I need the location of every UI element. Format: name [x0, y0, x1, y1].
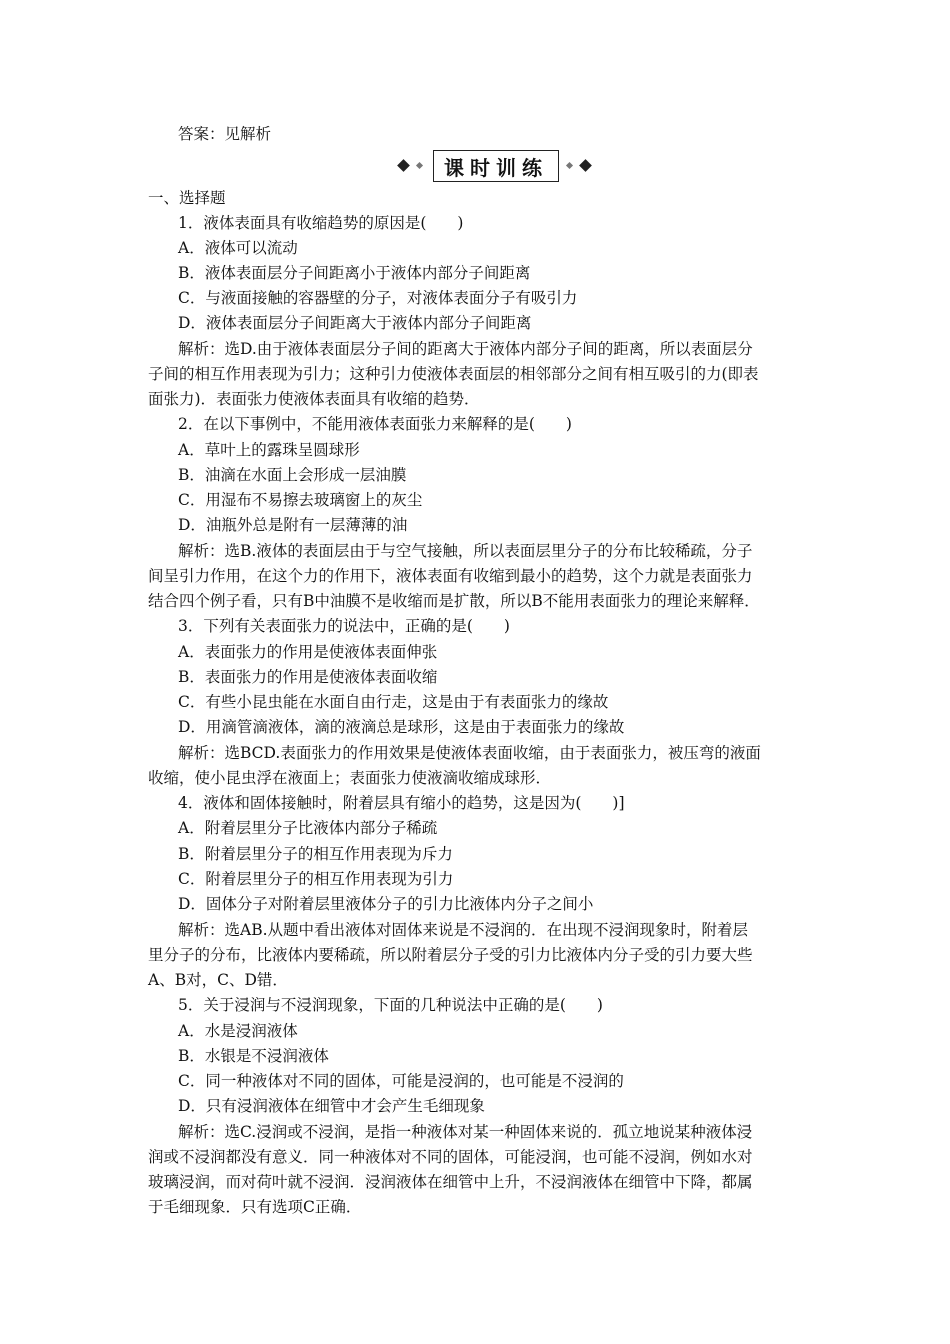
explanation-line: 解析：选B.液体的表面层由于与空气接触，所以表面层里分子的分布比较稀疏，分子 — [178, 542, 753, 560]
diamond-icon — [566, 162, 573, 169]
option-line: D．固体分子对附着层里液体分子的引力比液体内分子之间小 — [178, 895, 594, 913]
section-heading: 一、选择题 — [148, 189, 226, 207]
question-line: 4．液体和固体接触时，附着层具有缩小的趋势，这是因为( )] — [178, 794, 625, 812]
option-line: A．草叶上的露珠呈圆球形 — [178, 441, 360, 459]
option-line: C．同一种液体对不同的固体，可能是浸润的，也可能是不浸润的 — [178, 1072, 624, 1090]
option-line: A．表面张力的作用是使液体表面伸张 — [178, 643, 438, 661]
answer-line: 答案：见解析 — [178, 125, 272, 143]
explanation-line: 里分子的分布，比液体内要稀疏，所以附着层分子受的引力比液体内分子受的引力要大些 — [148, 946, 753, 964]
explanation-line: 于毛细现象．只有选项C正确． — [148, 1198, 362, 1216]
option-line: D．油瓶外总是附有一层薄薄的油 — [178, 516, 408, 534]
question-line: 5．关于浸润与不浸润现象，下面的几种说法中正确的是( ) — [178, 996, 603, 1014]
explanation-line: 面张力)．表面张力使液体表面具有收缩的趋势． — [148, 390, 480, 408]
explanation-line: 解析：选C.浸润或不浸润，是指一种液体对某一种固体来说的．孤立地说某种液体浸 — [178, 1123, 753, 1141]
explanation-line: 结合四个例子看，只有B中油膜不是收缩而是扩散，所以B不能用表面张力的理论来解释． — [148, 592, 760, 610]
banner-title: 课时训练 — [433, 150, 559, 182]
question-line: 2．在以下事例中，不能用液体表面张力来解释的是( ) — [178, 415, 572, 433]
explanation-line: 收缩，使小昆虫浮在液面上；表面张力使液滴收缩成球形． — [148, 769, 552, 787]
option-line: D．用滴管滴液体，滴的液滴总是球形，这是由于表面张力的缘故 — [178, 718, 625, 736]
section-banner — [395, 150, 595, 180]
question-line: 1．液体表面具有收缩趋势的原因是( ) — [178, 214, 464, 232]
explanation-line: 解析：选AB.从题中看出液体对固体来说是不浸润的．在出现不浸润现象时，附着层 — [178, 921, 749, 939]
explanation-line: A、B对，C、D错． — [148, 971, 288, 989]
option-line: D．只有浸润液体在细管中才会产生毛细现象 — [178, 1097, 485, 1115]
option-line: B．表面张力的作用是使液体表面收缩 — [178, 668, 438, 686]
option-line: C．附着层里分子的相互作用表现为引力 — [178, 870, 454, 888]
option-line: C．用湿布不易擦去玻璃窗上的灰尘 — [178, 491, 423, 509]
option-line: A．水是浸润液体 — [178, 1022, 298, 1040]
explanation-line: 子间的相互作用表现为引力；这种引力使液体表面层的相邻部分之间有相互吸引的力(即表 — [148, 365, 759, 383]
question-line: 3．下列有关表面张力的说法中，正确的是( ) — [178, 617, 510, 635]
option-line: C．有些小昆虫能在水面自由行走，这是由于有表面张力的缘故 — [178, 693, 609, 711]
option-line: B．附着层里分子的相互作用表现为斥力 — [178, 845, 453, 863]
diamond-icon — [397, 159, 410, 172]
explanation-line: 解析：选D.由于液体表面层分子间的距离大于液体内部分子间的距离，所以表面层分 — [178, 340, 753, 358]
explanation-line: 间呈引力作用，在这个力的作用下，液体表面有收缩到最小的趋势，这个力就是表面张力 — [148, 567, 753, 585]
option-line: D．液体表面层分子间距离大于液体内部分子间距离 — [178, 314, 532, 332]
diamond-icon — [579, 159, 592, 172]
explanation-line: 玻璃浸润，而对荷叶就不浸润．浸润液体在细管中上升，不浸润液体在细管中下降，都属 — [148, 1173, 753, 1191]
option-line: B．油滴在水面上会形成一层油膜 — [178, 466, 407, 484]
option-line: A．附着层里分子比液体内部分子稀疏 — [178, 819, 438, 837]
explanation-line: 润或不浸润都没有意义．同一种液体对不同的固体，可能浸润，也可能不浸润，例如水对 — [148, 1148, 753, 1166]
option-line: A．液体可以流动 — [178, 239, 298, 257]
option-line: C．与液面接触的容器壁的分子，对液体表面分子有吸引力 — [178, 289, 578, 307]
option-line: B．液体表面层分子间距离小于液体内部分子间距离 — [178, 264, 531, 282]
diamond-icon — [416, 162, 423, 169]
explanation-line: 解析：选BCD.表面张力的作用效果是使液体表面收缩，由于表面张力，被压弯的液面 — [178, 744, 761, 762]
option-line: B．水银是不浸润液体 — [178, 1047, 329, 1065]
